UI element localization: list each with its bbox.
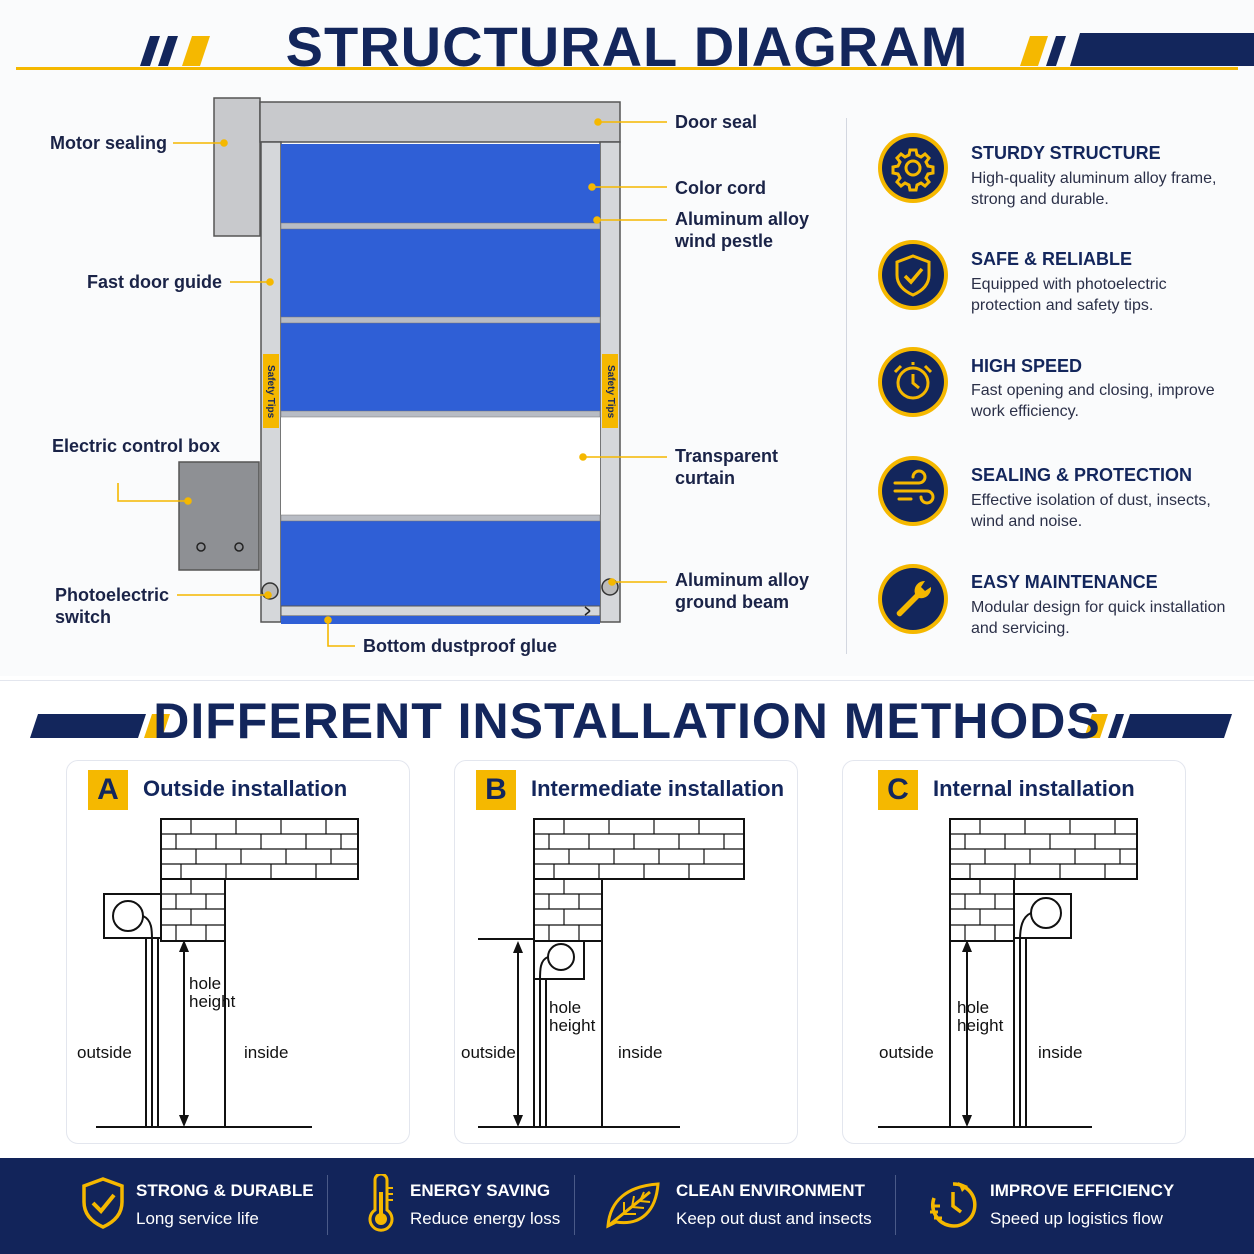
benefit-desc: Reduce energy loss bbox=[410, 1209, 561, 1228]
feature-desc: Effective isolation of dust, insects, wind and noise. bbox=[971, 492, 1211, 530]
wind-pestle bbox=[281, 223, 600, 229]
leaf-icon bbox=[604, 1180, 662, 1230]
door-header bbox=[260, 102, 620, 142]
feature-title: STURDY STRUCTURE bbox=[971, 143, 1161, 163]
inside-label: inside bbox=[1038, 1043, 1083, 1062]
wind-pestle bbox=[281, 317, 600, 323]
badge-c: C bbox=[878, 770, 918, 810]
inside-label: inside bbox=[244, 1043, 289, 1062]
label-color-cord: Color cord bbox=[675, 178, 767, 198]
label-photoelectric-switch: Photoelectric switch bbox=[55, 585, 170, 627]
feature-desc: Modular design for quick installation and servicing. bbox=[971, 599, 1226, 637]
benefit-desc: Speed up logistics flow bbox=[990, 1209, 1163, 1228]
curtain-panel bbox=[281, 520, 600, 608]
speed-clock-icon bbox=[928, 1178, 978, 1232]
label-door-seal: Door seal bbox=[675, 112, 758, 132]
gear-icon bbox=[877, 132, 949, 204]
benefit-desc: Long service life bbox=[136, 1209, 259, 1228]
hole-height-label: hole height bbox=[549, 998, 596, 1035]
features-divider bbox=[846, 118, 847, 654]
outside-label: outside bbox=[77, 1043, 132, 1062]
label-bottom-dustproof-glue: Bottom dustproof glue bbox=[363, 636, 557, 656]
benefit-title: IMPROVE EFFICIENCY bbox=[990, 1181, 1175, 1200]
label-ground-beam: Aluminum alloy ground beam bbox=[675, 570, 810, 612]
safety-tips-tag-left: Safety Tips bbox=[265, 365, 276, 419]
control-box bbox=[179, 462, 259, 570]
benefit-desc: Keep out dust and insects bbox=[676, 1209, 872, 1228]
hole-height-label: hole height bbox=[957, 998, 1004, 1035]
clock-icon bbox=[877, 346, 949, 418]
shield-check-icon bbox=[877, 239, 949, 311]
benefit-divider bbox=[327, 1175, 328, 1235]
curtain-panel bbox=[281, 144, 600, 224]
label-motor-sealing: Motor sealing bbox=[50, 133, 168, 153]
page-title: STRUCTURAL DIAGRAM bbox=[285, 15, 969, 78]
label-fast-door-guide: Fast door guide bbox=[87, 272, 222, 292]
feature-desc: High-quality aluminum alloy frame, strong and durable. bbox=[971, 170, 1217, 208]
badge-a: A bbox=[88, 770, 128, 810]
feature-desc: Equipped with photoelectric protection and safety tips. bbox=[971, 276, 1167, 314]
curtain-panel bbox=[281, 322, 600, 412]
label-electric-control-box: Electric control box bbox=[52, 436, 221, 456]
feature-title: HIGH SPEED bbox=[971, 356, 1083, 376]
method-title-c: Internal installation bbox=[933, 776, 1135, 801]
feature-title: EASY MAINTENANCE bbox=[971, 572, 1158, 592]
method-title-b: Intermediate installation bbox=[531, 776, 785, 801]
hole-height-label: hole height bbox=[189, 974, 236, 1011]
diagram-internal-installation bbox=[842, 760, 1186, 1144]
safety-tips-tag-right: Safety Tips bbox=[605, 365, 616, 419]
ground-beam bbox=[281, 606, 600, 616]
benefit-title: CLEAN ENVIRONMENT bbox=[676, 1181, 865, 1200]
shield-check-icon bbox=[80, 1176, 126, 1230]
methods-title: DIFFERENT INSTALLATION METHODS bbox=[153, 693, 1101, 749]
feature-desc: Fast opening and closing, improve work efficiency. bbox=[971, 382, 1215, 420]
wind-pestle bbox=[281, 411, 600, 417]
wind-pestle bbox=[281, 515, 600, 521]
diagram-intermediate-installation bbox=[454, 760, 798, 1144]
badge-b: B bbox=[476, 770, 516, 810]
benefit-title: STRONG & DURABLE bbox=[136, 1181, 314, 1200]
benefit-divider bbox=[574, 1175, 575, 1235]
transparent-panel bbox=[281, 416, 600, 516]
feature-title: SEALING & PROTECTION bbox=[971, 465, 1193, 485]
motor-box bbox=[214, 98, 260, 236]
benefit-title: ENERGY SAVING bbox=[410, 1181, 551, 1200]
feature-title: SAFE & RELIABLE bbox=[971, 249, 1133, 269]
inside-label: inside bbox=[618, 1043, 663, 1062]
label-transparent-curtain: Transparent curtain bbox=[675, 446, 779, 488]
diagram-outside-installation bbox=[66, 760, 410, 1144]
label-wind-pestle: Aluminum alloy wind pestle bbox=[675, 209, 810, 251]
wrench-icon bbox=[877, 563, 949, 635]
curtain-panel bbox=[281, 228, 600, 318]
thermometer-icon bbox=[366, 1174, 396, 1232]
outside-label: outside bbox=[879, 1043, 934, 1062]
outside-label: outside bbox=[461, 1043, 516, 1062]
method-title-a: Outside installation bbox=[143, 776, 348, 801]
wind-icon bbox=[877, 455, 949, 527]
benefit-divider bbox=[895, 1175, 896, 1235]
